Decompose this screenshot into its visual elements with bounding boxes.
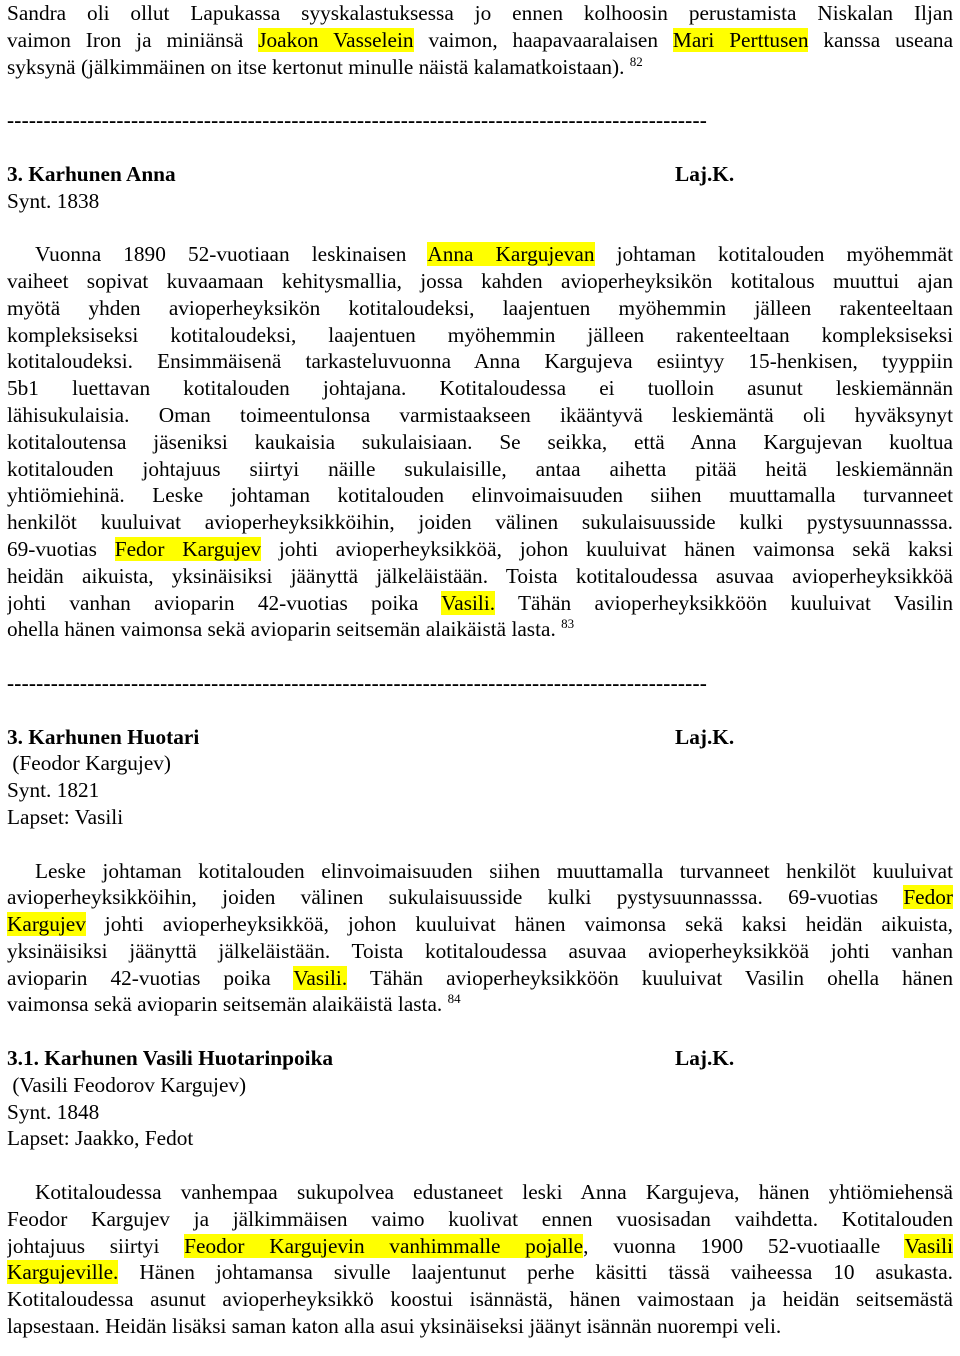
line-text: Feodor Kargujev ja jälkimmäisen vaimo kuolivat ennen vuosisadan vaihdetta. Kotitalouden [7, 1206, 953, 1231]
text-line [7, 991, 953, 1018]
line-text: yhtiömiehinä. Leske johtaman kotitalouden elinvoimaisuuden siihen muuttamalla turvanneet [7, 483, 953, 508]
highlighted-name: Joakon Vasselein [258, 27, 414, 52]
line-text: johti avioperheyksikköä, johon kuuluivat hänen vaimonsa sekä kaksi [261, 536, 953, 561]
line-text: kotitaloudeksi. Ensimmäisenä tarkasteluvuonna Anna Kargujeva esiintyy 15-henkisen, tyyppiin [7, 349, 953, 374]
line-text: Hänen johtamansa sivulle laajentunut perhe käsitti tässä vaiheessa 10 asukasta. [118, 1260, 953, 1285]
text-line [7, 482, 953, 509]
text-line [7, 429, 953, 456]
text-line [7, 1233, 953, 1260]
text-line [7, 1286, 953, 1313]
text-line [7, 1179, 953, 1206]
children: Lapset: Vasili [7, 804, 124, 829]
line-text: avioperheyksikköihin, joiden välinen sukulaisuusside kulki pystysuunnasssa. 69-vuotias [7, 885, 904, 910]
line-text: Leske johtaman kotitalouden elinvoimaisuuden siihen muuttamalla turvanneet henkilöt kuuluivat [35, 858, 953, 883]
highlighted-name: Kargujev [7, 912, 86, 937]
text-line [7, 456, 953, 483]
line-text: lähisukulaisia. Oman toimeentulonsa varmistaakseen ikääntyvä leskiemäntä oli hyväksynyt [7, 402, 953, 427]
vasili-paragraph [7, 1179, 953, 1340]
highlighted-name: Kargujeville. [7, 1260, 119, 1285]
text-line [7, 616, 953, 643]
line-text: Kotitaloudessa asunut avioperheyksikkö koostui isännästä, hänen vaimostaan ja heidän seitsemästä [7, 1287, 953, 1312]
separator-line: ------------------------------------------------------------------------------------------------ [7, 670, 708, 695]
highlighted-name: Vasili. [293, 965, 348, 990]
line-text: kanssa useana [808, 27, 953, 52]
text-line [7, 563, 953, 590]
line-text: 69-vuotias [7, 536, 115, 561]
person-name: 3. Karhunen Huotari [7, 724, 200, 749]
text-line [7, 1206, 953, 1233]
line-text: henkilöt kuuluivat avioperheyksikköihin, joiden välinen sukulaisuusside kulki pystysuunnasssa. [7, 510, 953, 535]
footnote-ref: 84 [447, 991, 461, 1007]
line-text: Tähän avioperheyksikköön kuuluivat Vasilin [495, 590, 953, 615]
text-line [7, 858, 953, 885]
huotari-paragraph [7, 858, 953, 1019]
line-text: vaimonsa sekä avioparin seitsemän alaikäistä lasta. [7, 992, 443, 1017]
line-text: heidän aikuista, yksinäisiksi jäänyttä jälkeläistään. Toista kotitaloudessa asuvaa avioperheyksikköä [7, 563, 953, 588]
text-line [7, 965, 953, 992]
line-text: syksynä (jälkimmäinen on itse kertonut minulle näistä kalamatkoistaan). [7, 54, 625, 79]
text-line [7, 322, 953, 349]
text-line [7, 1313, 953, 1340]
entry-code: Laj.K. [675, 161, 735, 186]
highlighted-name: Fedor [903, 885, 953, 910]
intro-paragraph [7, 0, 953, 80]
person-name: 3.1. Karhunen Vasili Huotarinpoika [7, 1046, 334, 1071]
highlighted-name: Vasili [904, 1233, 953, 1258]
line-text: kotitalouden johtajuus siirtyi näille sukulaisille, antaa aihetta pitää heitä leskiemännän [7, 456, 953, 481]
line-text: kotitaloutensa jäseniksi kaukaisia sukulaisiaan. Se seikka, että Anna Kargujevan kuoltua [7, 429, 953, 454]
birth-year: Synt. 1838 [7, 188, 100, 213]
children: Lapset: Jaakko, Fedot [7, 1126, 194, 1151]
text-line [7, 27, 953, 54]
line-text: johti avioperheyksikköä, johon kuuluivat hänen vaimonsa sekä kaksi heidän aikuista, [85, 912, 953, 937]
text-line [7, 590, 953, 617]
text-line [7, 536, 953, 563]
anna-paragraph [7, 241, 953, 643]
footnote-ref: 83 [561, 616, 575, 632]
person-name: 3. Karhunen Anna [7, 161, 176, 186]
text-line [7, 938, 953, 965]
text-line [7, 295, 953, 322]
line-text: johti vanhan avioparin 42-vuotias poika [7, 590, 442, 615]
birth-year: Synt. 1848 [7, 1099, 100, 1124]
line-text: johtajuus siirtyi [7, 1233, 185, 1258]
line-text: myötä yhden avioperheyksikön kotitaloudeksi, laajentuen myöhemmin jälleen rakenteeltaan [7, 295, 953, 320]
entry-code: Laj.K. [675, 724, 735, 749]
text-line [7, 0, 953, 27]
entry-heading [7, 161, 953, 188]
line-text: , vuonna 1900 52-vuotiaalle [583, 1233, 905, 1258]
text-line [7, 402, 953, 429]
separator-line: ------------------------------------------------------------------------------------------------ [7, 108, 708, 133]
highlighted-name: Feodor Kargujevin vanhimmalle pojalle [184, 1233, 584, 1258]
line-text: Sandra oli ollut Lapukassa syyskalastuksessa jo ennen kolhoosin perustamista Niskalan Iljan [7, 1, 953, 25]
text-line [7, 54, 953, 81]
highlighted-name: Vasili. [441, 590, 496, 615]
text-line [7, 241, 953, 268]
alias-name: (Feodor Kargujev) [7, 751, 172, 776]
line-text: Tähän avioperheyksikköön kuuluivat Vasilin ohella hänen [347, 965, 953, 990]
line-text: yksinäisiksi jäänyttä jälkeläistään. Toista kotitaloudessa asuvaa avioperheyksikköä johti vanhan [7, 938, 953, 963]
line-text: Vuonna 1890 52-vuotiaan leskinaisen [35, 242, 428, 267]
document-page [7, 0, 953, 1340]
line-text: kompleksiseksi kotitaloudeksi, laajentuen myöhemmin jälleen rakenteeltaan kompleksiseksi [7, 322, 953, 347]
text-line [7, 911, 953, 938]
line-text: ohella hänen vaimonsa sekä avioparin seitsemän alaikäistä lasta. [7, 617, 556, 642]
text-line [7, 1259, 953, 1286]
text-line [7, 268, 953, 295]
line-text: lapsestaan. Heidän lisäksi saman katon alla asui yksinäiseksi jäänyt isännän nuorempi veli. [7, 1314, 782, 1339]
entry-heading [7, 724, 953, 751]
line-text: avioparin 42-vuotias poika [7, 965, 294, 990]
alias-name: (Vasili Feodorov Kargujev) [7, 1072, 247, 1097]
text-line [7, 375, 953, 402]
entry-heading [7, 1045, 953, 1072]
highlighted-name: Anna Kargujevan [427, 242, 595, 267]
line-text: Kotitaloudessa vanhempaa sukupolvea edustaneet leski Anna Kargujeva, hänen yhtiömiehensä [35, 1180, 953, 1205]
highlighted-name: Fedor Kargujev [114, 536, 262, 561]
line-text: vaimon Iron ja miniänsä [7, 27, 259, 52]
line-text: vaimon, haapavaaralaisen [413, 27, 673, 52]
line-text: vaiheet sopivat kuvaamaan kehitysmallia, jossa kahden avioperheyksikön kotitalous muuttui ajan [7, 268, 953, 293]
footnote-ref: 82 [629, 53, 643, 69]
line-text: 5b1 luettavan kotitalouden johtajana. Kotitaloudessa ei tuolloin asunut leskiemännän [7, 376, 953, 401]
text-line [7, 509, 953, 536]
line-text: johtaman kotitalouden myöhemmät [594, 242, 953, 267]
text-line [7, 348, 953, 375]
entry-code: Laj.K. [675, 1046, 735, 1071]
highlighted-name: Mari Perttusen [672, 27, 809, 52]
text-line [7, 884, 953, 911]
birth-year: Synt. 1821 [7, 778, 100, 803]
